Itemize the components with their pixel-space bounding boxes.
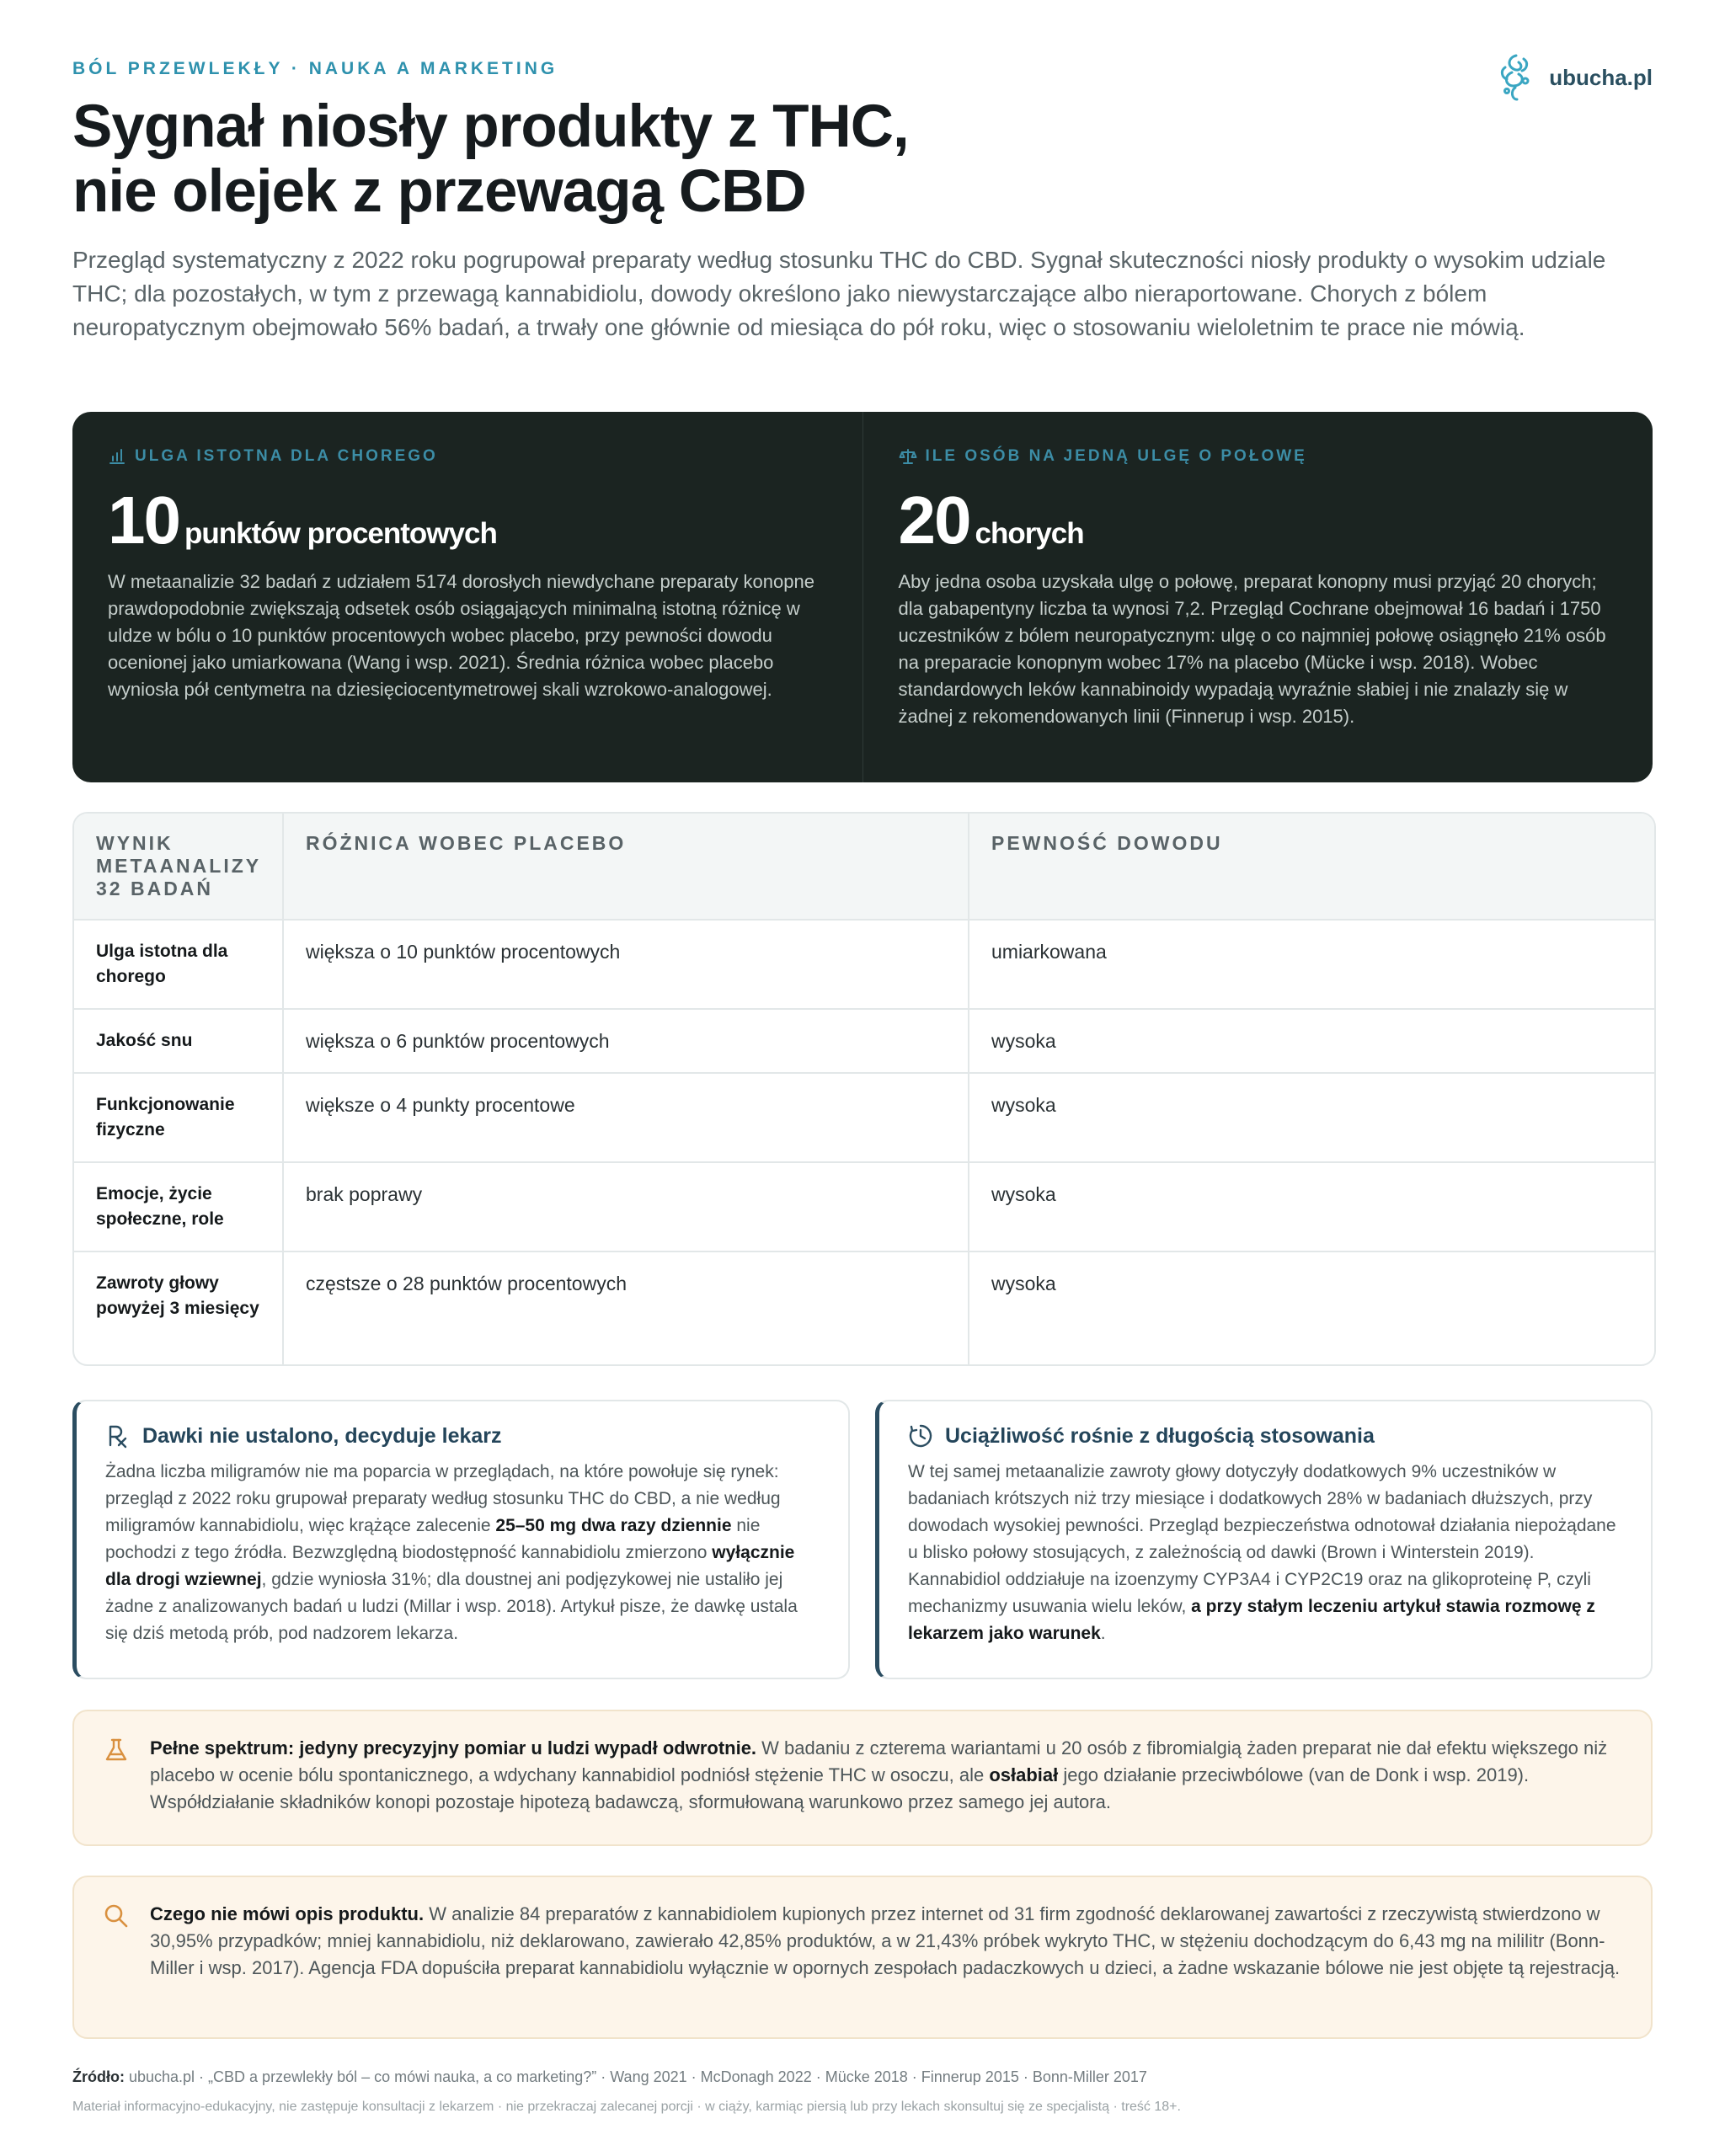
flask-icon: [103, 1737, 130, 1764]
stat-description: Aby jedna osoba uzyskała ulgę o połowę, preparat konopny musi przyjąć 20 chorych; dla gabapentyny liczba ta wynosi 7,2. Przegląd Cochrane obejmował 16 badań i 1750 uczestników z bólem neuropatycznym: ulgę o co najmniej połowę osiągnęło 21% osób na preparacie konopnym wobec 17% na placebo (Mücke i wsp. 2018). Wobec standardowych leków kannabinoidy wypadają wyraźnie słabiej i nie znalazły się w żadnej z rekomendowanych linii (Finnerup i wsp. 2015).: [898, 571, 1606, 727]
cell-difference: większa o 10 punktów procentowych: [283, 920, 969, 1009]
search-icon: [103, 1903, 130, 1929]
table-header-row: [74, 814, 1654, 920]
stat-value: [899, 484, 1618, 557]
info-cards: [72, 1400, 1653, 1679]
column-header-outcome: WYNIK METAANALIZY 32 BADAŃ: [74, 814, 283, 920]
stat-number: 20: [898, 483, 970, 558]
stat-label: [108, 444, 827, 469]
table-row: [74, 1073, 1654, 1162]
note-product-label: [72, 1876, 1653, 2039]
cell-difference: większe o 4 punkty procentowe: [283, 1073, 969, 1162]
cell-difference: brak poprawy: [283, 1162, 969, 1251]
cell-outcome: Jakość snu: [74, 1009, 283, 1073]
cell-certainty: wysoka: [969, 1009, 1654, 1073]
title-line-1: Sygnał niosły produkty z THC,: [72, 93, 909, 160]
card-title: Dawki nie ustalono, decyduje lekarz: [142, 1423, 502, 1448]
cell-difference: większa o 6 punktów procentowych: [283, 1009, 969, 1073]
card-header: [105, 1423, 820, 1449]
stat-label-text: ULGA ISTOTNA DLA CHOREGO: [135, 447, 438, 465]
cell-outcome: Ulga istotna dla chorego: [74, 920, 283, 1009]
cell-outcome: Emocje, życie społeczne, role: [74, 1162, 283, 1251]
logo[interactable]: [1495, 51, 1653, 104]
stat-unit: chorych: [975, 517, 1084, 550]
prescription-icon: [105, 1423, 131, 1449]
source-label: Źródło:: [72, 2068, 125, 2085]
bar-chart-icon: [108, 447, 126, 466]
title-line-2: nie olejek z przewagą CBD: [72, 158, 806, 225]
disclaimer: Materiał informacyjno-edukacyjny, nie zastępuje konsultacji z lekarzem · nie przekraczaj zalecanej porcji · w ciąży, karmiąc piersią lub przy lekach skonsultuj się ze specjalistą · treść 18+.: [72, 2100, 1181, 2114]
table-row: [74, 1009, 1654, 1073]
clock-icon: [908, 1423, 933, 1449]
lead-paragraph: Przegląd systematyczny z 2022 roku pogrupował preparaty według stosunku THC do CBD. Sygnał skuteczności niosły produkty o wysokim udziale THC; dla pozostałych, w tym z przewagą kannabidiolu, dowody określono jako niewystarczające albo nieraportowane. Chorych z bólem neuropatycznym obejmowało 56% badań, a trwały one głównie od miesiąca do pół roku, więc o stosowaniu wieloletnim te prace nie mówią.: [72, 247, 1606, 340]
note-text: Pełne spektrum: jedyny precyzyjny pomiar u ludzi wypadł odwrotnie. W badaniu z czterema wariantami u 20 osób z fibromialgią żaden preparat nie dał efektu większego niż placebo w ocenie bólu spontanicznego, a wdychany kannabidiol podniósł stężenie THC w osoczu, ale osłabiał jego działanie przeciwbólowe (van de Donk i wsp. 2019). Współdziałanie składników konopi pozostaje hipotezą badawczą, sformułowaną warunkowo przez samego jej autora.: [150, 1737, 1608, 1812]
cell-outcome: Funkcjonowanie fizyczne: [74, 1073, 283, 1162]
cell-certainty: wysoka: [991, 1273, 1056, 1294]
cell-certainty: umiarkowana: [969, 920, 1654, 1009]
stat-nnt: [862, 412, 1653, 782]
note-full-spectrum: [72, 1710, 1653, 1846]
stats-panel: [72, 412, 1653, 782]
stat-label-text: ILE OSÓB NA JEDNĄ ULGĘ O POŁOWĘ: [925, 447, 1307, 465]
table-row: [74, 1251, 1654, 1364]
note-text: Czego nie mówi opis produktu. W analizie 84 preparatów z kannabidiolem kupionych przez internet od 31 firm zgodność deklarowanej zawartości z rzeczywistą stwierdzono w 30,95% przypadków; mniej kannabidiolu, niż deklarowano, zawierało 42,85% produktów, a w 21,43% próbek wykryto THC, w stężeniu dochodzącym do 6,43 mg na mililitr (Bonn-Miller i wsp. 2017). Agencja FDA dopuściła preparat kannabidiolu wyłącznie w opornych zespołach padaczkowych u dzieci, a żadne wskazanie bólowe nie jest objęte tą rejestracją.: [150, 1903, 1621, 1978]
cell-certainty: wysoka: [969, 1073, 1654, 1162]
card-text: Żadna liczba miligramów nie ma poparcia w przeglądach, na które powołuje się rynek: przegląd z 2022 roku grupował preparaty według stosunku THC do CBD, a nie według miligramów kannabidiolu, więc krążące zalecenie 25–50 mg dwa razy dziennie nie pochodzi z tego źródła. Bezwzględną biodostępność kannabidiolu zmierzono wyłącznie dla drogi wziewnej, gdzie wyniosła 31%; dla doustnej ani podjęzykowej nie ustaliło jej żadne z analizowanych badań u ludzi (Millar i wsp. 2018). Artykuł pisze, że dawkę ustala się dziś metodą prób, pod nadzorem lekarza.: [105, 1462, 798, 1643]
stat-label: [899, 444, 1618, 469]
card-header: [908, 1423, 1622, 1449]
stat-mcid: [72, 412, 862, 782]
cell-difference: częstsze o 28 punktów procentowych: [283, 1251, 969, 1364]
kombucha-logo-icon: [1495, 51, 1537, 104]
cell-outcome: Zawroty głowy powyżej 3 miesięcy: [74, 1251, 283, 1364]
page-title: [72, 94, 909, 224]
card-duration: [875, 1400, 1653, 1679]
stat-number: 10: [108, 483, 179, 558]
card-title: Uciążliwość rośnie z długością stosowania: [945, 1423, 1375, 1448]
column-header-certainty: PEWNOŚĆ DOWODU: [969, 814, 1654, 920]
source-text: ubucha.pl · „CBD a przewlekły ból – co mówi nauka, a co marketing?” · Wang 2021 · McDonagh 2022 · Mücke 2018 · Finnerup 2015 · Bonn-Miller 2017: [124, 2068, 1147, 2085]
results-table-grid: [74, 814, 1654, 1364]
scale-icon: [899, 447, 917, 466]
stat-value: [108, 484, 827, 557]
stat-unit: punktów procentowych: [184, 517, 497, 550]
cell-certainty: wysoka: [969, 1162, 1654, 1251]
results-table: [72, 812, 1656, 1366]
table-row: [74, 920, 1654, 1009]
table-row: [74, 1162, 1654, 1251]
column-header-difference: RÓŻNICA WOBEC PLACEBO: [283, 814, 969, 920]
logo-text: ubucha.pl: [1549, 64, 1653, 90]
source-line: [72, 2068, 1147, 2086]
card-dosage: [72, 1400, 850, 1679]
stat-description: W metaanalizie 32 badań z udziałem 5174 dorosłych niewdychane preparaty konopne prawdopodobnie zwiększają odsetek osób osiągających minimalną istotną różnicę w uldze w bólu o 10 punktów procentowych wobec placebo, przy pewności dowodu ocenionej jako umiarkowana (Wang i wsp. 2021). Średnia różnica wobec placebo wyniosła pół centymetra na dziesięciocentymetrowej skali wzrokowo-analogowej.: [108, 571, 814, 700]
kicker: BÓL PRZEWLEKŁY · NAUKA A MARKETING: [72, 59, 558, 78]
card-text: W tej samej metaanalizie zawroty głowy dotyczyły dodatkowych 9% uczestników w badaniach krótszych niż trzy miesiące i dodatkowych 28% w badaniach dłuższych, przy dowodach wysokiej pewności. Przegląd bezpieczeństwa odnotował działania niepożądane u blisko połowy stosujących, z zależnością od dawki (Brown i Winterstein 2019). Kannabidiol oddziałuje na izoenzymy CYP3A4 i CYP2C19 oraz na glikoproteinę P, czyli mechanizmy usuwania wielu leków, a przy stałym leczeniu artykuł stawia rozmowę z lekarzem jako warunek.: [908, 1462, 1616, 1643]
